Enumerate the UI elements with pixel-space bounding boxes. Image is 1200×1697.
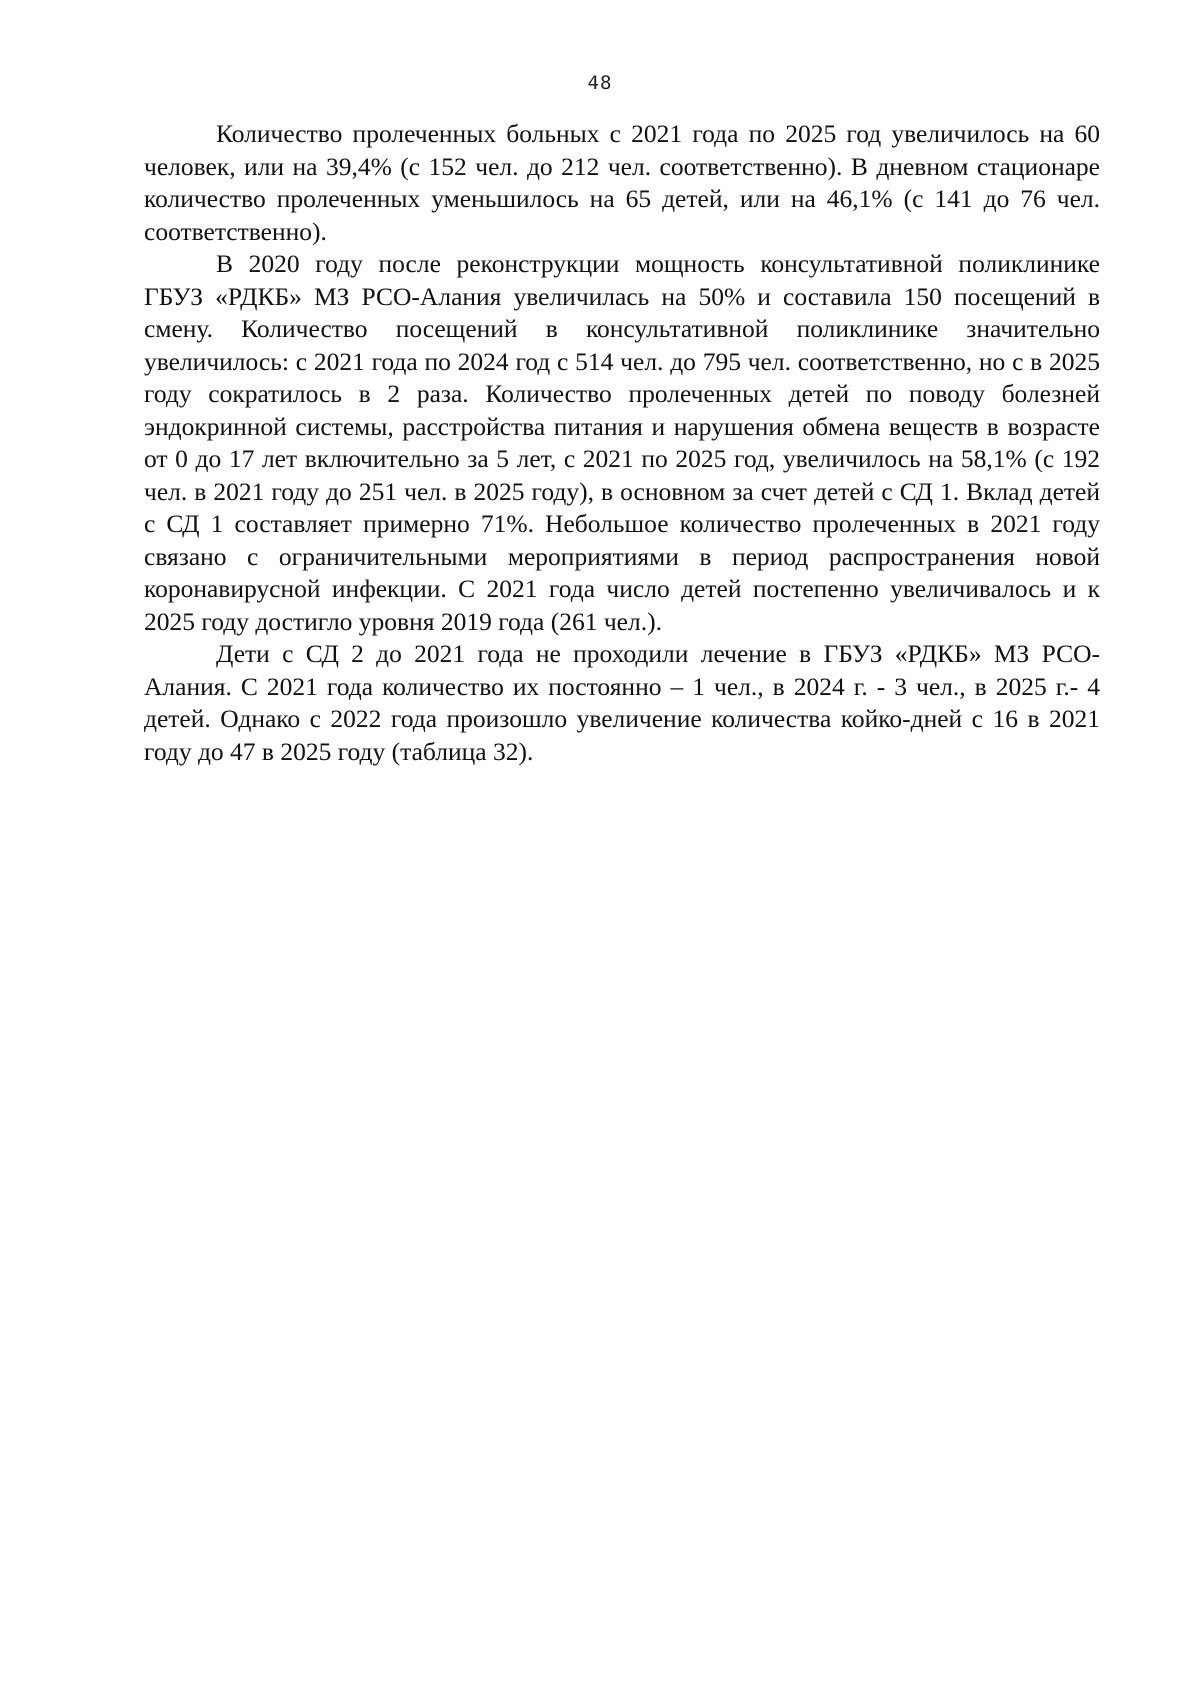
paragraph-3: Дети с СД 2 до 2021 года не проходили лечение в ГБУЗ «РДКБ» МЗ РСО-Алания. С 2021 года количество их постоянно – 1 чел., в 2024 г. - 3 чел., в 2025 г.- 4 детей. Однако с 2022 года произошло увеличение количества койко-дней с 16 в 2021 году до 47 в 2025 году (таблица 32). [144, 639, 1100, 766]
paragraph-1: Количество пролеченных больных с 2021 года по 2025 год увеличилось на 60 человек, или на 39,4% (с 152 чел. до 212 чел. соответственно). В дневном стационаре количество пролеченных уменьшилось на 65 детей, или на 46,1% (с 141 до 76 чел. соответственно). [144, 119, 1100, 246]
paragraph-2: В 2020 году после реконструкции мощность консультативной поликлинике ГБУЗ «РДКБ» МЗ РСО-Алания увеличилась на 50% и составила 150 посещений в смену. Количество посещений в консультативной поликлинике значительно увеличилось: с 2021 года по 2024 год с 514 чел. до 795 чел. соответственно, но с в 2025 году сократилось в 2 раза. Количество пролеченных детей по поводу болезней эндокринной системы, расстройства питания и нарушения обмена веществ в возрасте от 0 до 17 лет включительно за 5 лет, с 2021 по 2025 год, увеличилось на 58,1% (с 192 чел. в 2021 году до 251 чел. в 2025 году), в основном за счет детей с СД 1. Вклад детей с СД 1 составляет примерно 71%. Небольшое количество пролеченных в 2021 году связано с ограничительными мероприятиями в период распространения новой коронавирусной инфекции. С 2021 года число детей постепенно увеличивалось и к 2025 году достигло уровня 2019 года (261 чел.). [144, 249, 1100, 636]
page-number: 48 [587, 72, 613, 94]
document-body [144, 118, 1100, 768]
